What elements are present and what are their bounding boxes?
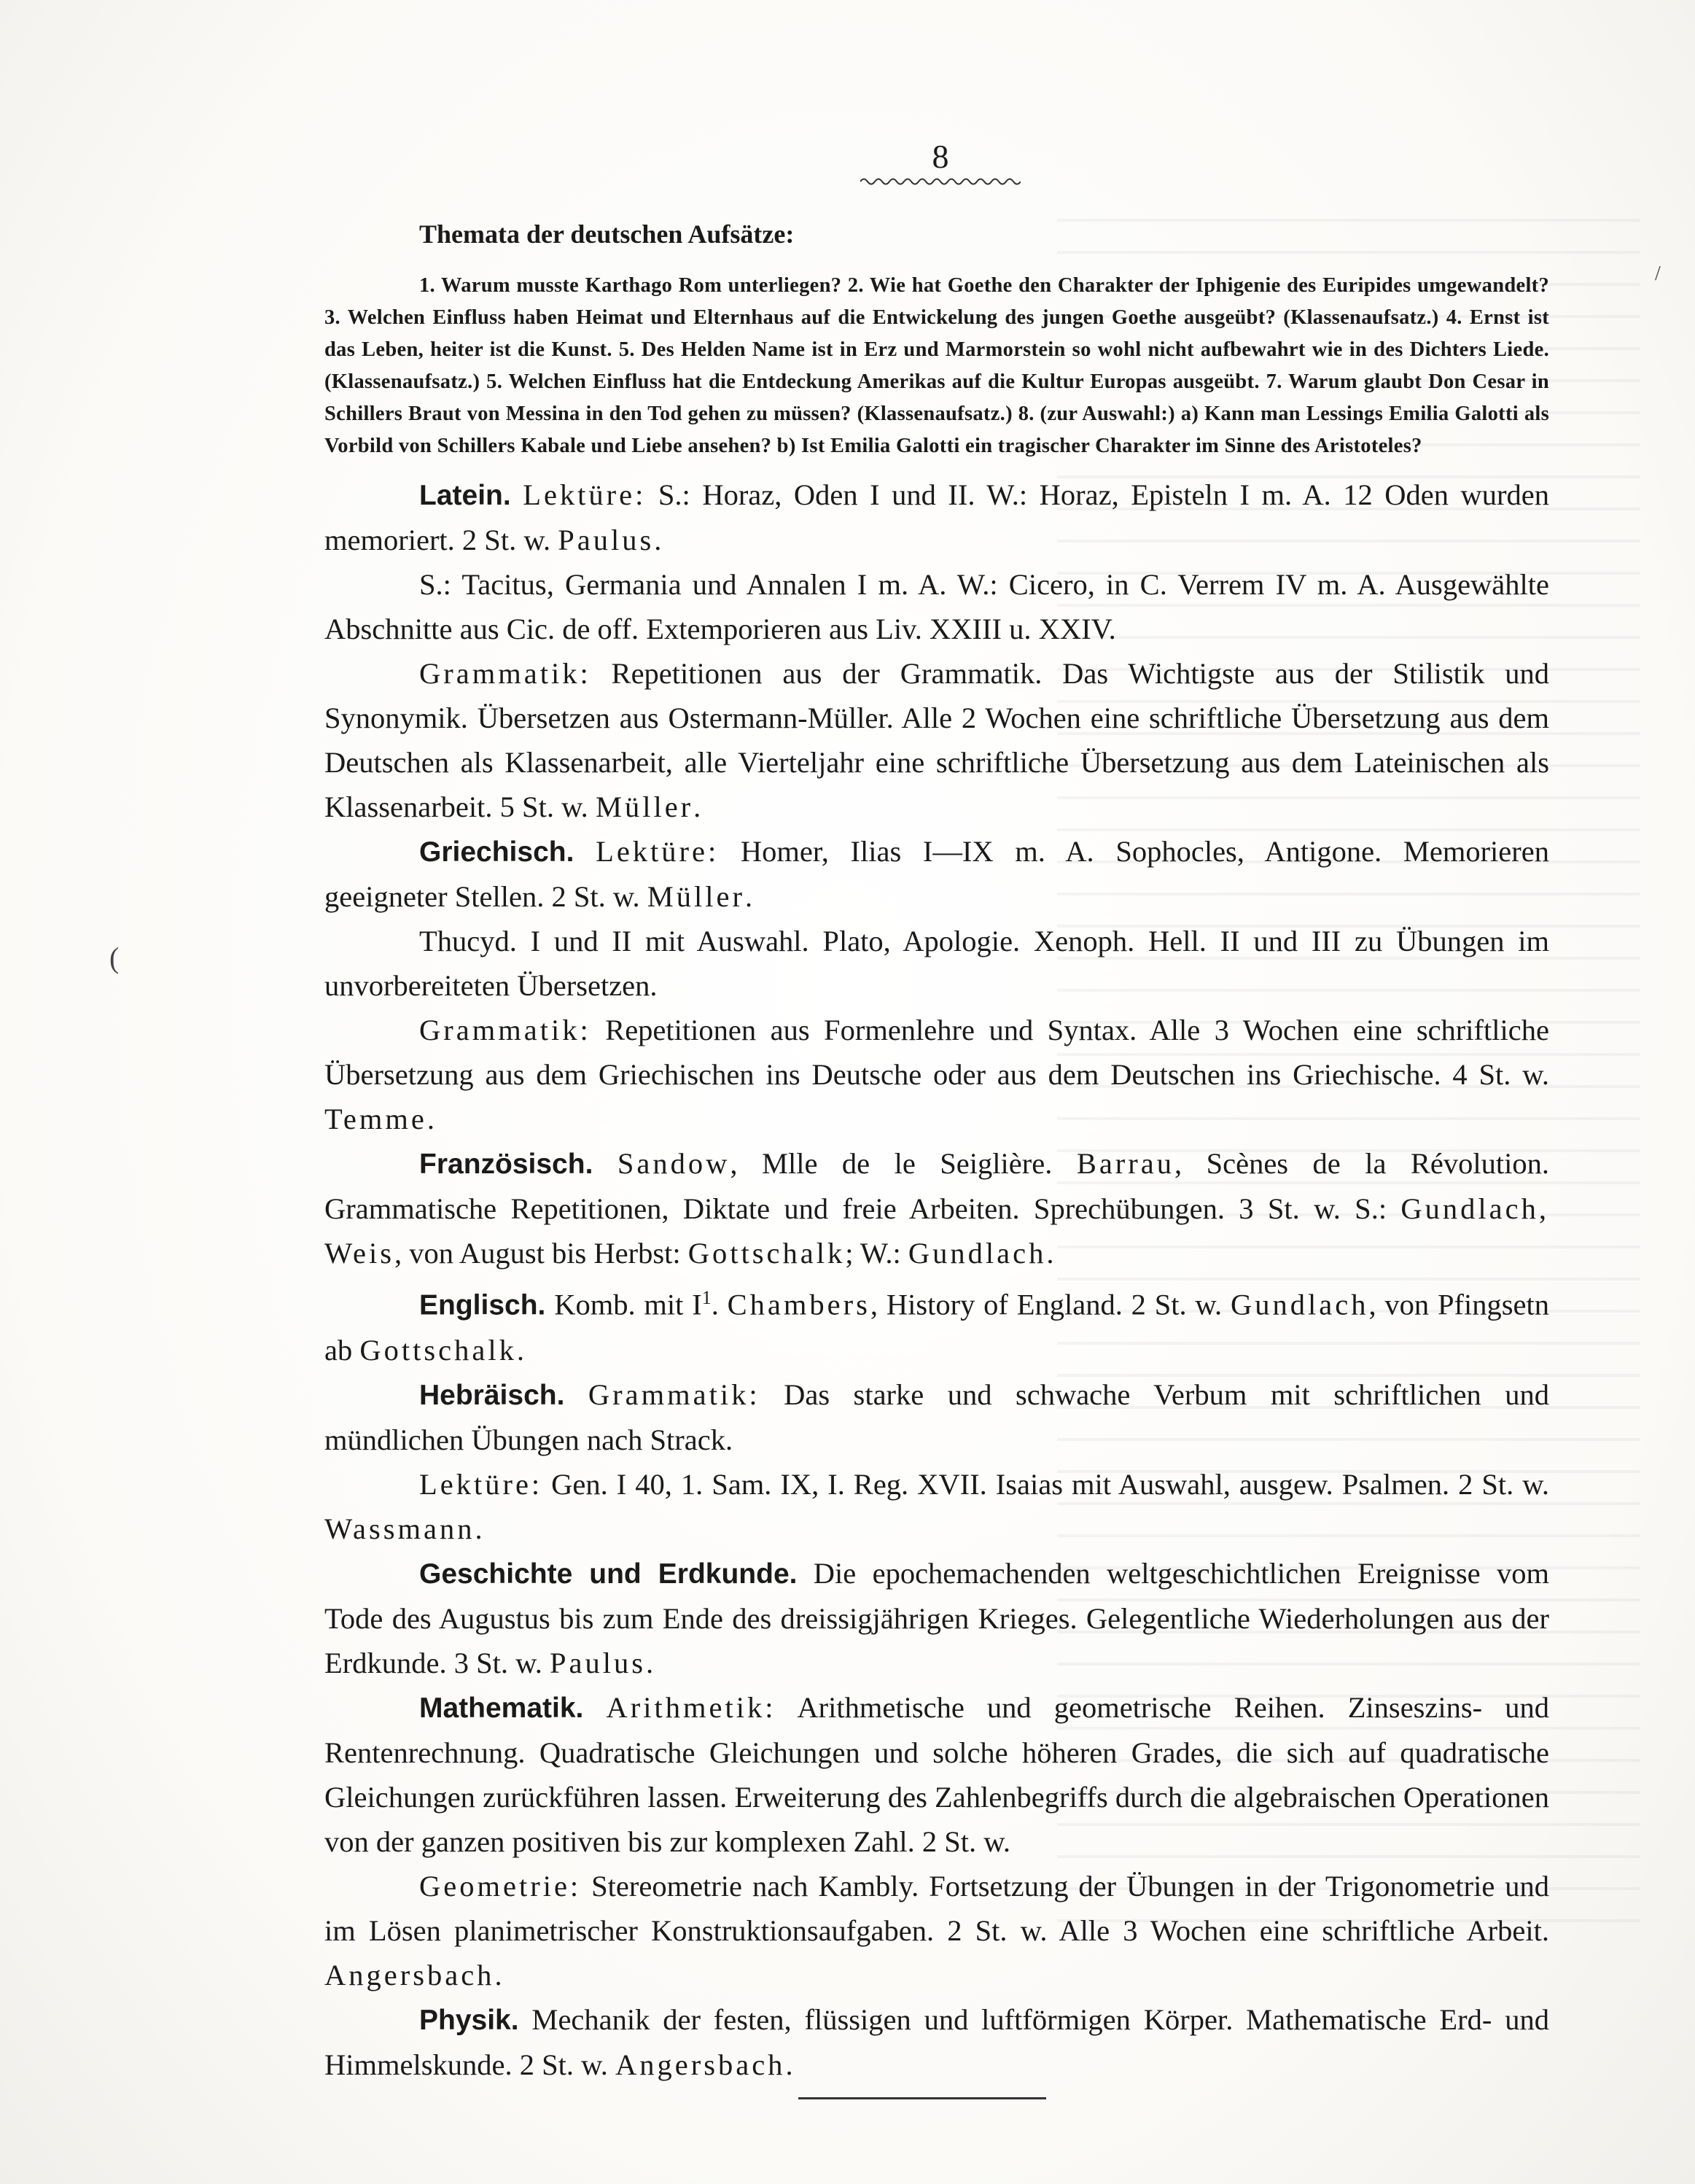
latein-title: Latein. bbox=[419, 480, 511, 511]
page-number-ornament bbox=[860, 175, 1021, 188]
griechisch-teacher: Müller bbox=[647, 880, 746, 913]
essay-topics bbox=[324, 270, 1549, 462]
physik-paragraph bbox=[324, 1997, 1549, 2087]
hebr-lektuere-text: Gen. I 40, 1. Sam. IX, I. Reg. XVII. Isaias mit Auswahl, ausgew. Psalmen. 2 St. w. bbox=[542, 1467, 1549, 1501]
mathematik-title: Mathematik. bbox=[419, 1692, 584, 1724]
hebr-grammatik-label: Grammatik: bbox=[588, 1377, 760, 1411]
math-end: . bbox=[494, 1958, 502, 1991]
franz-teacher-gundlach: Gundlach bbox=[908, 1237, 1047, 1270]
griechisch-lektuere-label: Lektüre: bbox=[596, 835, 720, 868]
geschichte-paragraph bbox=[324, 1551, 1549, 1685]
griechisch-lektuere-end: . bbox=[745, 880, 753, 913]
essay-topics-heading: Themata der deutschen Aufsätze: bbox=[419, 219, 795, 249]
margin-mark-right: / bbox=[1655, 263, 1661, 285]
griechisch-title: Griechisch. bbox=[419, 836, 574, 868]
physik-title: Physik. bbox=[419, 2004, 519, 2036]
engl-text-2: . bbox=[711, 1288, 728, 1321]
math-teacher: Angersbach bbox=[324, 1958, 495, 1991]
mathematik-paragraph bbox=[324, 1685, 1549, 1864]
hebr-end: . bbox=[475, 1512, 483, 1545]
griechisch-grammatik-label: Grammatik: bbox=[419, 1014, 591, 1046]
subjects bbox=[324, 473, 1549, 2087]
latein-grammatik bbox=[324, 651, 1549, 829]
hebraeisch-lektuere bbox=[324, 1462, 1549, 1551]
englisch-paragraph bbox=[324, 1275, 1549, 1372]
physik-end: . bbox=[785, 2048, 793, 2081]
geschichte-title: Geschichte und Erdkunde. bbox=[419, 1558, 798, 1590]
franzoesisch-paragraph bbox=[324, 1141, 1549, 1275]
page-number: 8 bbox=[932, 138, 949, 175]
latein-paragraph bbox=[324, 473, 1549, 562]
closing-rule bbox=[798, 2097, 1046, 2099]
latein-teacher: Paulus bbox=[558, 524, 655, 556]
engl-author-chambers: Chambers bbox=[727, 1288, 870, 1321]
geschichte-end: . bbox=[646, 1646, 654, 1679]
latein-grammatik-teacher: Müller bbox=[595, 790, 694, 823]
franz-text-4: ; W.: bbox=[845, 1237, 908, 1270]
franz-text-3: , von August bis Herbst: bbox=[394, 1237, 688, 1270]
griechisch-lektuere-text: Homer, Ilias I—IX m. A. Sophocles, Antigone. Memorieren geeigneter Stellen. 2 St. w. bbox=[324, 835, 1549, 913]
franz-author-barrau: Barrau bbox=[1076, 1147, 1175, 1180]
engl-sup: 1 bbox=[701, 1287, 712, 1308]
latein-lektuere-text: S.: Horaz, Oden I und II. W.: Horaz, Episteln I m. A. 12 Oden wurden memoriert. 2 St. w. bbox=[324, 478, 1550, 556]
hebraeisch-paragraph bbox=[324, 1372, 1549, 1462]
margin-mark-left: ( bbox=[109, 941, 120, 974]
engl-text-1: Komb. mit I bbox=[545, 1288, 702, 1321]
franzoesisch-title: Französisch. bbox=[419, 1149, 593, 1180]
engl-text-5: . bbox=[516, 1333, 524, 1367]
hebraeisch-title: Hebräisch. bbox=[419, 1379, 565, 1411]
physik-teacher: Angersbach bbox=[615, 2048, 786, 2081]
hebr-lektuere-label: Lektüre: bbox=[419, 1467, 543, 1501]
essay-topics-text: 1. Warum musste Karthago Rom unterliegen? 2. Wie hat Goethe den Charakter der Iphigenie des Euripides umgewandelt? 3. Welchen Einfluss haben Heimat und Elternhaus auf die Entwickelung des jungen Goethe ausgeübt? (Klassenaufsatz.) 4. Ernst ist das Leben, heiter ist die Kunst. 5. Des Helden Name ist in Erz und Marmorstein so wohl nicht aufbewahrt wie in des Dichters Liede. (Klassenaufsatz.) 5. Welchen Einfluss hat die Entdeckung Amerikas auf die Kultur Europas ausgeübt. 7. Warum glaubt Don Cesar in Schillers Braut von Messina in den Tod gehen zu müssen? (Klassenaufsatz.) 8. (zur Auswahl:) a) Kann man Lessings Emilia Galotti als Vorbild von Schillers Kabale und Liebe ansehen? b) Ist Emilia Galotti ein tragischer Charakter im Sinne des Aristoteles? bbox=[324, 274, 1549, 457]
franz-text-2: , Scènes de la Révolution. Grammatische Repetitionen, Diktate und freie Arbeiten. Sprechübungen. 3 St. w. S.: bbox=[324, 1147, 1550, 1225]
engl-text-3: , History of England. 2 St. w. bbox=[870, 1288, 1231, 1321]
franz-teachers: Gundlach, Weis bbox=[324, 1192, 1549, 1270]
hebr-grammatik-text: Das starke und schwache Verbum mit schriftlichen und mündlichen Übungen nach Strack. bbox=[324, 1377, 1549, 1456]
hebr-teacher: Wassmann bbox=[324, 1512, 475, 1545]
latein-grammatik-end: . bbox=[693, 790, 701, 823]
franz-text-1: , Mlle de le Seiglière. bbox=[730, 1147, 1077, 1180]
griechisch-paragraph bbox=[324, 829, 1549, 919]
franz-teacher-gottschalk: Gottschalk bbox=[687, 1237, 846, 1270]
math-geometrie-label: Geometrie: bbox=[419, 1869, 582, 1903]
math-arithmetik-label: Arithmetik: bbox=[606, 1690, 776, 1724]
math-geometrie-text: Stereometrie nach Kambly. Fortsetzung der Übungen in der Trigonometrie und im Lösen planimetrischer Konstruktionsaufgaben. 2 St. w. Alle 3 Wochen eine schriftliche Arbeit. bbox=[324, 1869, 1549, 1947]
franz-text-5: . bbox=[1046, 1237, 1054, 1270]
franz-author-sandow: Sandow bbox=[617, 1147, 730, 1180]
physik-text: Mechanik der festen, flüssigen und luftförmigen Körper. Mathematische Erd- und Himmelskunde. 2 St. w. bbox=[324, 2002, 1549, 2081]
mathematik-geometrie bbox=[324, 1864, 1549, 1997]
engl-teacher-gundlach: Gundlach bbox=[1231, 1288, 1369, 1321]
engl-teacher-gottschalk: Gottschalk bbox=[359, 1333, 517, 1367]
englisch-title: Englisch. bbox=[419, 1289, 546, 1321]
latein-grammatik-text: Repetitionen aus der Grammatik. Das Wichtigste aus der Stilistik und Synonymik. Übersetzen aus Ostermann-Müller. Alle 2 Wochen eine schriftliche Übersetzung aus dem Deutschen als Klassenarbeit, alle Vierteljahr eine schriftliche Übersetzung aus dem Lateinischen als Klassenarbeit. 5 St. w. bbox=[324, 657, 1549, 823]
griechisch-grammatik bbox=[324, 1008, 1549, 1141]
latein-tacitus: S.: Tacitus, Germania und Annalen I m. A. W.: Cicero, in C. Verrem IV m. A. Ausgewählte Abschnitte aus Cic. de off. Extemporieren aus Liv. XXIII u. XXIV. bbox=[324, 568, 1549, 645]
griechisch-grammatik-text: Repetitionen aus Formenlehre und Syntax. Alle 3 Wochen eine schriftliche Übersetzung aus dem Griechischen ins Deutsche oder aus dem Deutschen ins Griechische. 4 St. w. bbox=[324, 1014, 1549, 1091]
engl-text-4: , von Pfingsetn ab bbox=[324, 1288, 1549, 1367]
griechisch-grammatik-end: . bbox=[426, 1103, 435, 1135]
math-arithmetik-text: Arithmetische und geometrische Reihen. Zinseszins- und Rentenrechnung. Quadratische Gleichungen und solche höheren Grades, die sich auf quadratische Gleichungen zurückführen lassen. Erweiterung des Zahlenbegriffs durch die algebraischen Operationen von der ganzen positiven bis zur komplexen Zahl. 2 St. w. bbox=[324, 1690, 1550, 1858]
document-body bbox=[324, 219, 1549, 2099]
geschichte-teacher: Paulus bbox=[549, 1646, 646, 1679]
latein-lektuere-label: Lektüre: bbox=[523, 478, 647, 511]
geschichte-text: Die epochemachenden weltgeschichtlichen Ereignisse vom Tode des Augustus bis zum Ende des dreissigjährigen Krieges. Gelegentliche Wiederholungen aus der Erdkunde. 3 St. w. bbox=[324, 1556, 1549, 1679]
griechisch-thucyd: Thucyd. I und II mit Auswahl. Plato, Apologie. Xenoph. Hell. II und III zu Übungen im unvorbereiteten Übersetzen. bbox=[324, 925, 1549, 1002]
griechisch-grammatik-teacher: Temme bbox=[324, 1103, 427, 1135]
latein-grammatik-label: Grammatik: bbox=[419, 657, 591, 690]
latein-lektuere-end: . bbox=[654, 524, 662, 556]
